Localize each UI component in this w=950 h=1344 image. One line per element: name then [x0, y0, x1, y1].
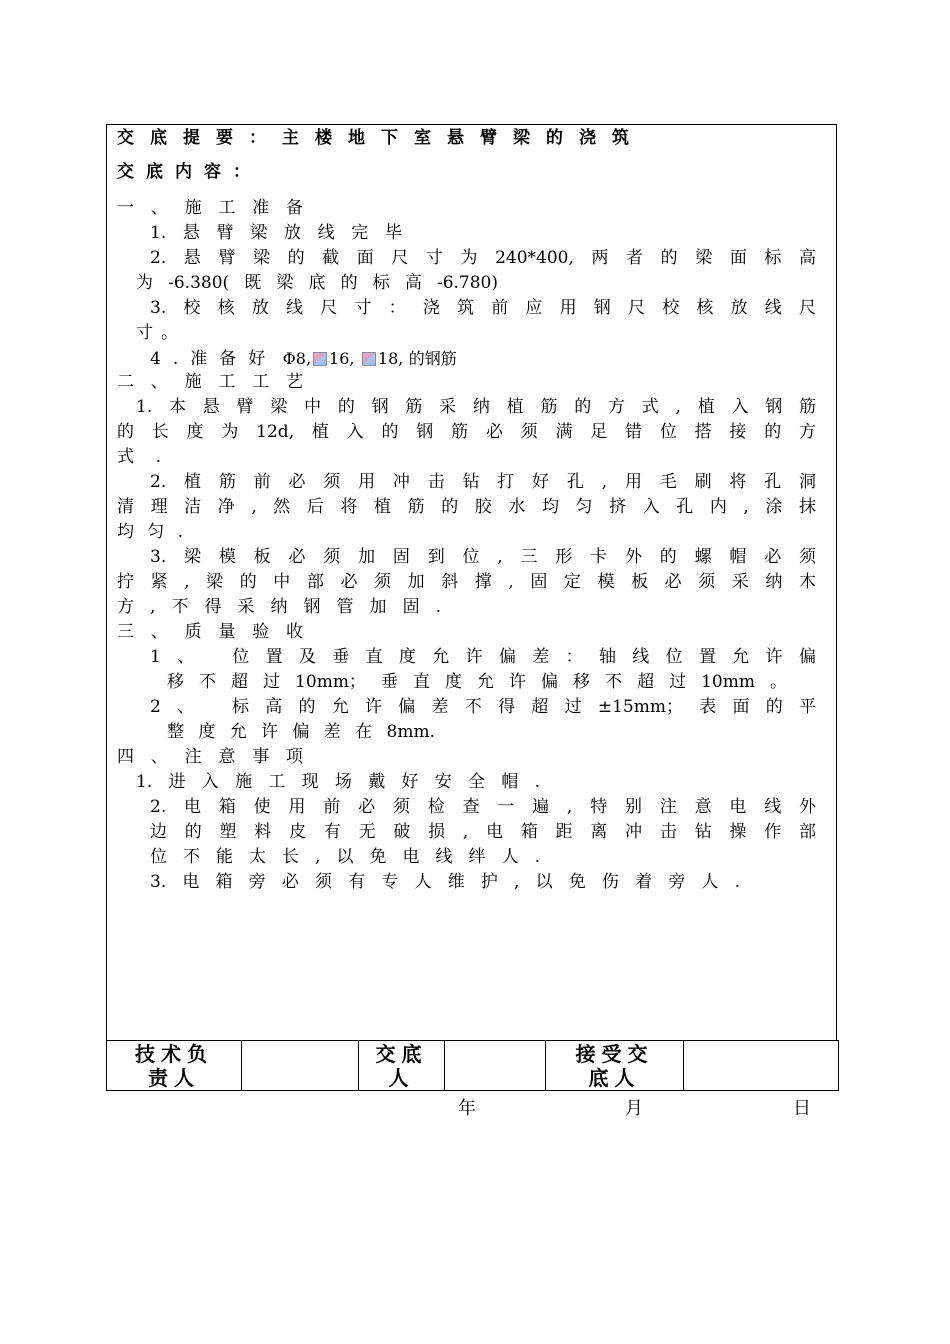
tech-lead-label-line-1: 技术负 — [135, 1041, 213, 1066]
tech-lead-label-line-2: 责人 — [148, 1065, 200, 1090]
receiver-label-cell — [546, 1041, 684, 1090]
content-label: 交底内容： — [117, 162, 262, 182]
s1-item-4-suffix: 的钢筋 — [408, 349, 457, 368]
s2-item-3-line-3: 方,不得采纳钢管加固. — [117, 597, 441, 617]
date-month: 月 — [625, 1098, 643, 1119]
receiver-signature-field[interactable] — [684, 1041, 838, 1090]
discloser-label-line-2: 人 — [388, 1065, 415, 1090]
discloser-label-line-1: 交底 — [375, 1041, 428, 1066]
rebar-grade-icon — [313, 352, 327, 366]
receiver-label-line-2: 底人 — [588, 1065, 641, 1090]
s2-item-2-line-1: 2.植筋前必须用冲击钻打好孔,用毛刷将孔洞 — [150, 472, 816, 492]
s1-item-1: 1.悬臂梁放线完毕 — [150, 223, 402, 243]
receiver-label-line-1: 接受交 — [575, 1041, 654, 1066]
date-year: 年 — [458, 1098, 476, 1119]
rebar-16-label: 16, — [329, 349, 355, 368]
s3-item-2-line-1: 2、 标高的允许偏差不得超过±15mm；表面的平 — [150, 697, 816, 717]
discloser-label-cell — [359, 1041, 445, 1090]
discloser-signature-field[interactable] — [445, 1041, 546, 1090]
s2-item-2-line-3: 均匀. — [117, 522, 183, 542]
s4-item-2-line-3: 位不能太长,以免电线绊人. — [150, 847, 540, 867]
s4-item-1: 1.进入施工现场戴好安全帽. — [136, 772, 540, 792]
rebar-18-label: 18, — [377, 349, 404, 368]
s2-item-1-line-3: 式. — [117, 447, 161, 467]
s4-item-2-line-2: 边的塑料皮有无破损,电箱距离冲击钻操作部 — [150, 822, 816, 842]
s1-item-4 — [150, 346, 836, 371]
s1-item-3-line-2: 寸。 — [136, 323, 178, 343]
s3-item-1-line-2: 移不超过10mm；垂直度允许偏移不超过10mm。 — [167, 672, 787, 692]
section-3-title: 三、质量验收 — [117, 622, 303, 642]
tech-lead-label-cell — [107, 1041, 242, 1090]
s1-item-4-prefix: 4.准备好 — [150, 349, 278, 369]
s2-item-1-line-1: 1.本悬臂梁中的钢筋采纳植筋的方式,植入钢筋 — [136, 397, 816, 417]
s1-item-2-line-2: 为-6.380(既梁底的标高-6.780) — [136, 273, 498, 293]
s2-item-2-line-2: 清理洁净,然后将植筋的胶水均匀挤入孔内,涂抹 — [117, 497, 816, 517]
s3-item-1-line-1: 1、 位置及垂直度允许偏差：轴线位置允许偏 — [150, 647, 816, 667]
s3-item-2-line-2: 整度允许偏差在8mm. — [167, 722, 435, 742]
date-day: 日 — [793, 1098, 811, 1119]
s2-item-3-line-1: 3.梁模板必须加固到位,三形卡外的螺帽必须 — [150, 547, 816, 567]
s2-item-3-line-2: 拧紧,梁的中部必须加斜撑,固定模板必须采纳木 — [117, 572, 816, 592]
disclosure-content-box — [106, 124, 837, 1040]
phi8-label: Φ8, — [282, 349, 312, 368]
disclosure-summary: 交底提要：主楼地下室悬臂梁的浇筑 — [117, 128, 639, 148]
signature-row — [106, 1040, 839, 1091]
s1-item-3-line-1: 3.校核放线尺寸：浇筑前应用钢尺校核放线尺 — [150, 298, 816, 318]
s1-item-2-line-1: 2.悬臂梁的截面尺寸为240*400,两者的梁面标高 — [150, 248, 816, 268]
section-4-title: 四、注意事项 — [117, 747, 303, 767]
tech-lead-signature-field[interactable] — [242, 1041, 359, 1090]
rebar-grade-icon — [362, 352, 376, 366]
section-2-title: 二、施工工艺 — [117, 372, 303, 392]
section-1-title: 一、施工准备 — [117, 198, 303, 218]
s2-item-1-line-2: 的长度为12d,植入的钢筋必须满足错位搭接的方 — [117, 422, 816, 442]
s4-item-3: 3.电箱旁必须有专人维护,以免伤着旁人. — [150, 872, 740, 892]
s4-item-2-line-1: 2.电箱使用前必须检查一遍,特别注意电线外 — [150, 797, 816, 817]
